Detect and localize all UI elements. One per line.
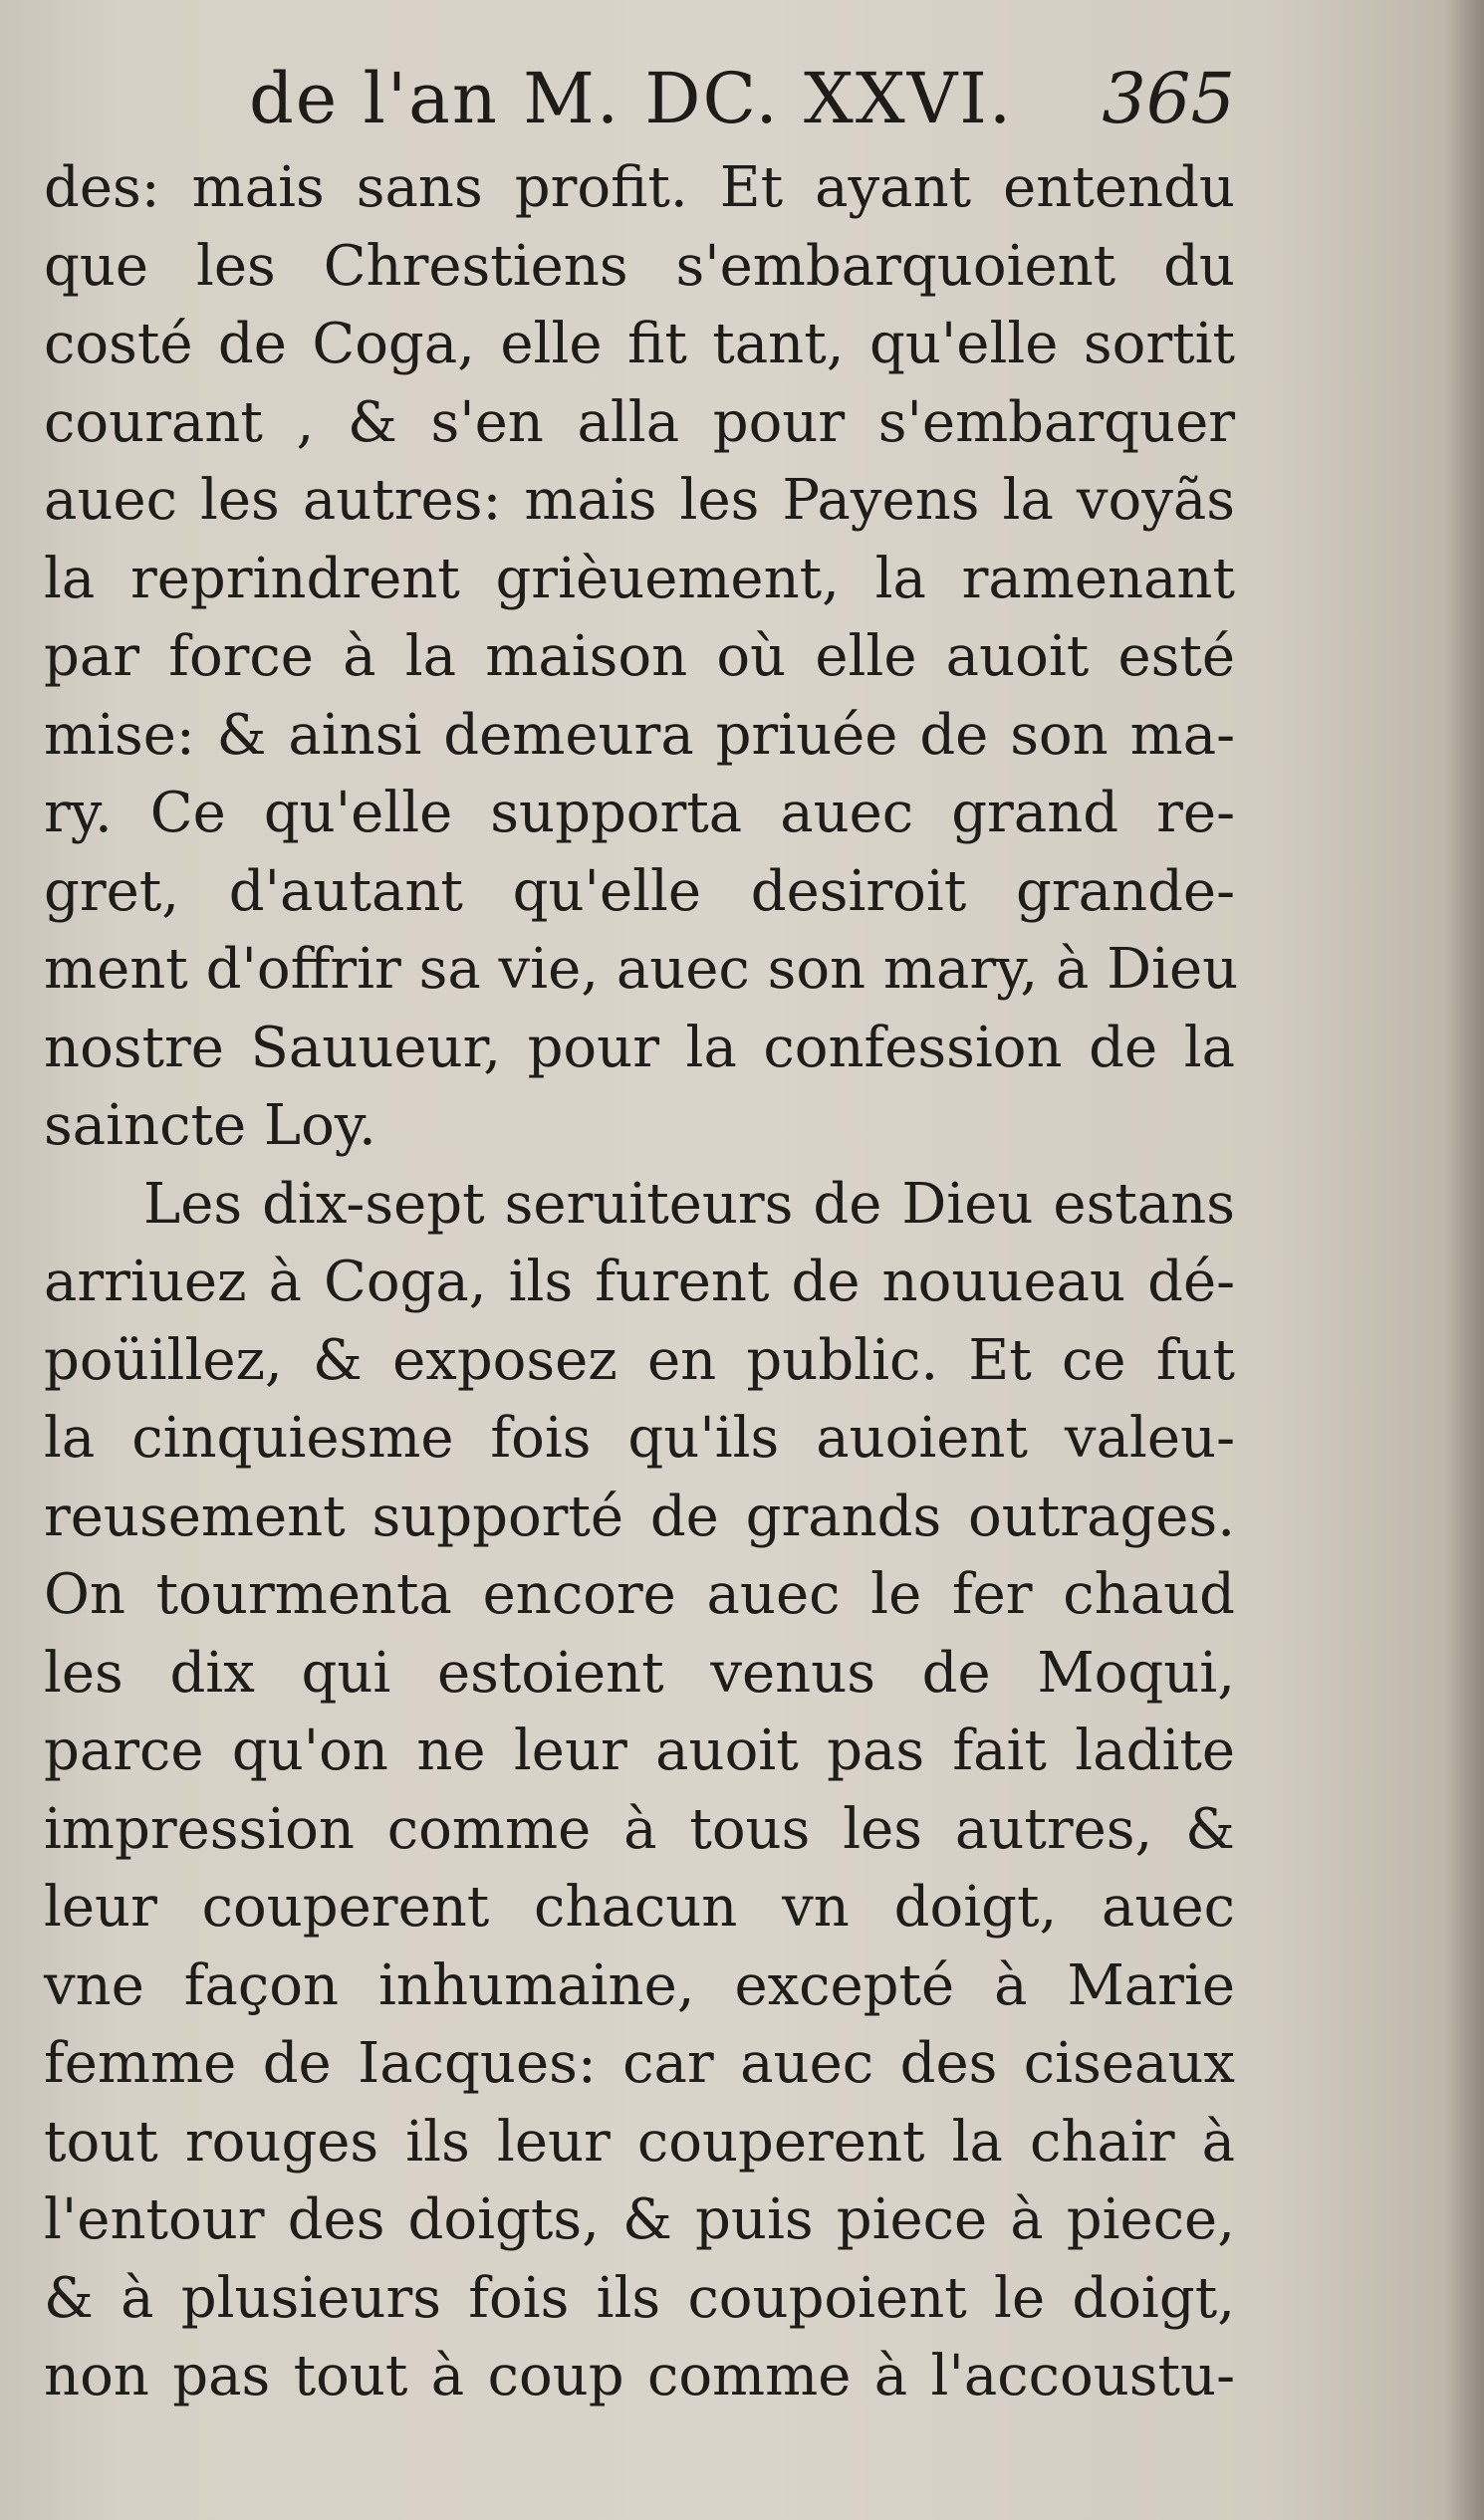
text-line: saincte Loy. — [44, 1093, 376, 1158]
text-line: gret, d'autant qu'elle desiroit grande- — [44, 858, 1235, 924]
text-line: costé de Coga, elle fit tant, qu'elle sortit — [44, 312, 1235, 376]
text-line: que les Chrestiens s'embarquoient du — [44, 233, 1235, 299]
running-head: de l'an M. DC. XXVI. — [249, 58, 1014, 139]
text-line: femme de Iacques: car auec des ciseaux — [44, 2031, 1235, 2096]
text-line: impression comme à tous les autres, & — [44, 1796, 1235, 1862]
text-line: tout rouges ils leur couperent la chair à — [44, 2109, 1235, 2175]
text-line: des: mais sans profit. Et ayant entendu — [44, 155, 1235, 220]
text-line: non pas tout à coup comme à l'accoustu- — [44, 2344, 1235, 2408]
text-line: les dix qui estoient venus de Moqui, — [44, 1640, 1235, 1706]
text-line: leur couperent chacun vn doigt, auec — [44, 1875, 1235, 1940]
page-header — [249, 58, 1235, 147]
body-text — [44, 149, 1239, 2416]
text-line: la cinquiesme fois qu'ils auoient valeu- — [44, 1406, 1235, 1471]
text-line: courant , & s'en alla pour s'embarquer — [44, 389, 1235, 455]
page-number: 365 — [1102, 58, 1235, 139]
text-line: ment d'offrir sa vie, auec son mary, à Dieu — [44, 937, 1239, 1002]
text-line: mise: & ainsi demeura priuée de son ma- — [44, 702, 1235, 768]
text-line: ry. Ce qu'elle supporta auec grand re- — [44, 781, 1235, 845]
text-line: & à plusieurs fois ils coupoient le doigt, — [44, 2265, 1235, 2331]
text-line: parce qu'on ne leur auoit pas fait ladite — [44, 1718, 1235, 1783]
text-line: reusement supporté de grands outrages. — [44, 1484, 1235, 1549]
text-line: arriuez à Coga, ils furent de nouueau dé- — [44, 1250, 1235, 1314]
text-line: Les dix-sept seruiteurs de Dieu estans — [143, 1171, 1235, 1237]
text-line: auec les autres: mais les Payens la voyãs — [44, 468, 1235, 533]
text-line: nostre Sauueur, pour la confession de la — [44, 1015, 1235, 1080]
text-line: poüillez, & exposez en public. Et ce fut — [44, 1327, 1235, 1393]
text-line: On tourmenta encore auec le fer chaud — [44, 1562, 1235, 1627]
text-line: l'entour des doigts, & puis piece à piece, — [44, 2187, 1235, 2252]
text-line: vne façon inhumaine, excepté à Marie — [44, 1952, 1235, 2018]
text-line: par force à la maison où elle auoit esté — [44, 624, 1235, 689]
text-line: la reprindrent grièuement, la ramenant — [44, 546, 1235, 611]
